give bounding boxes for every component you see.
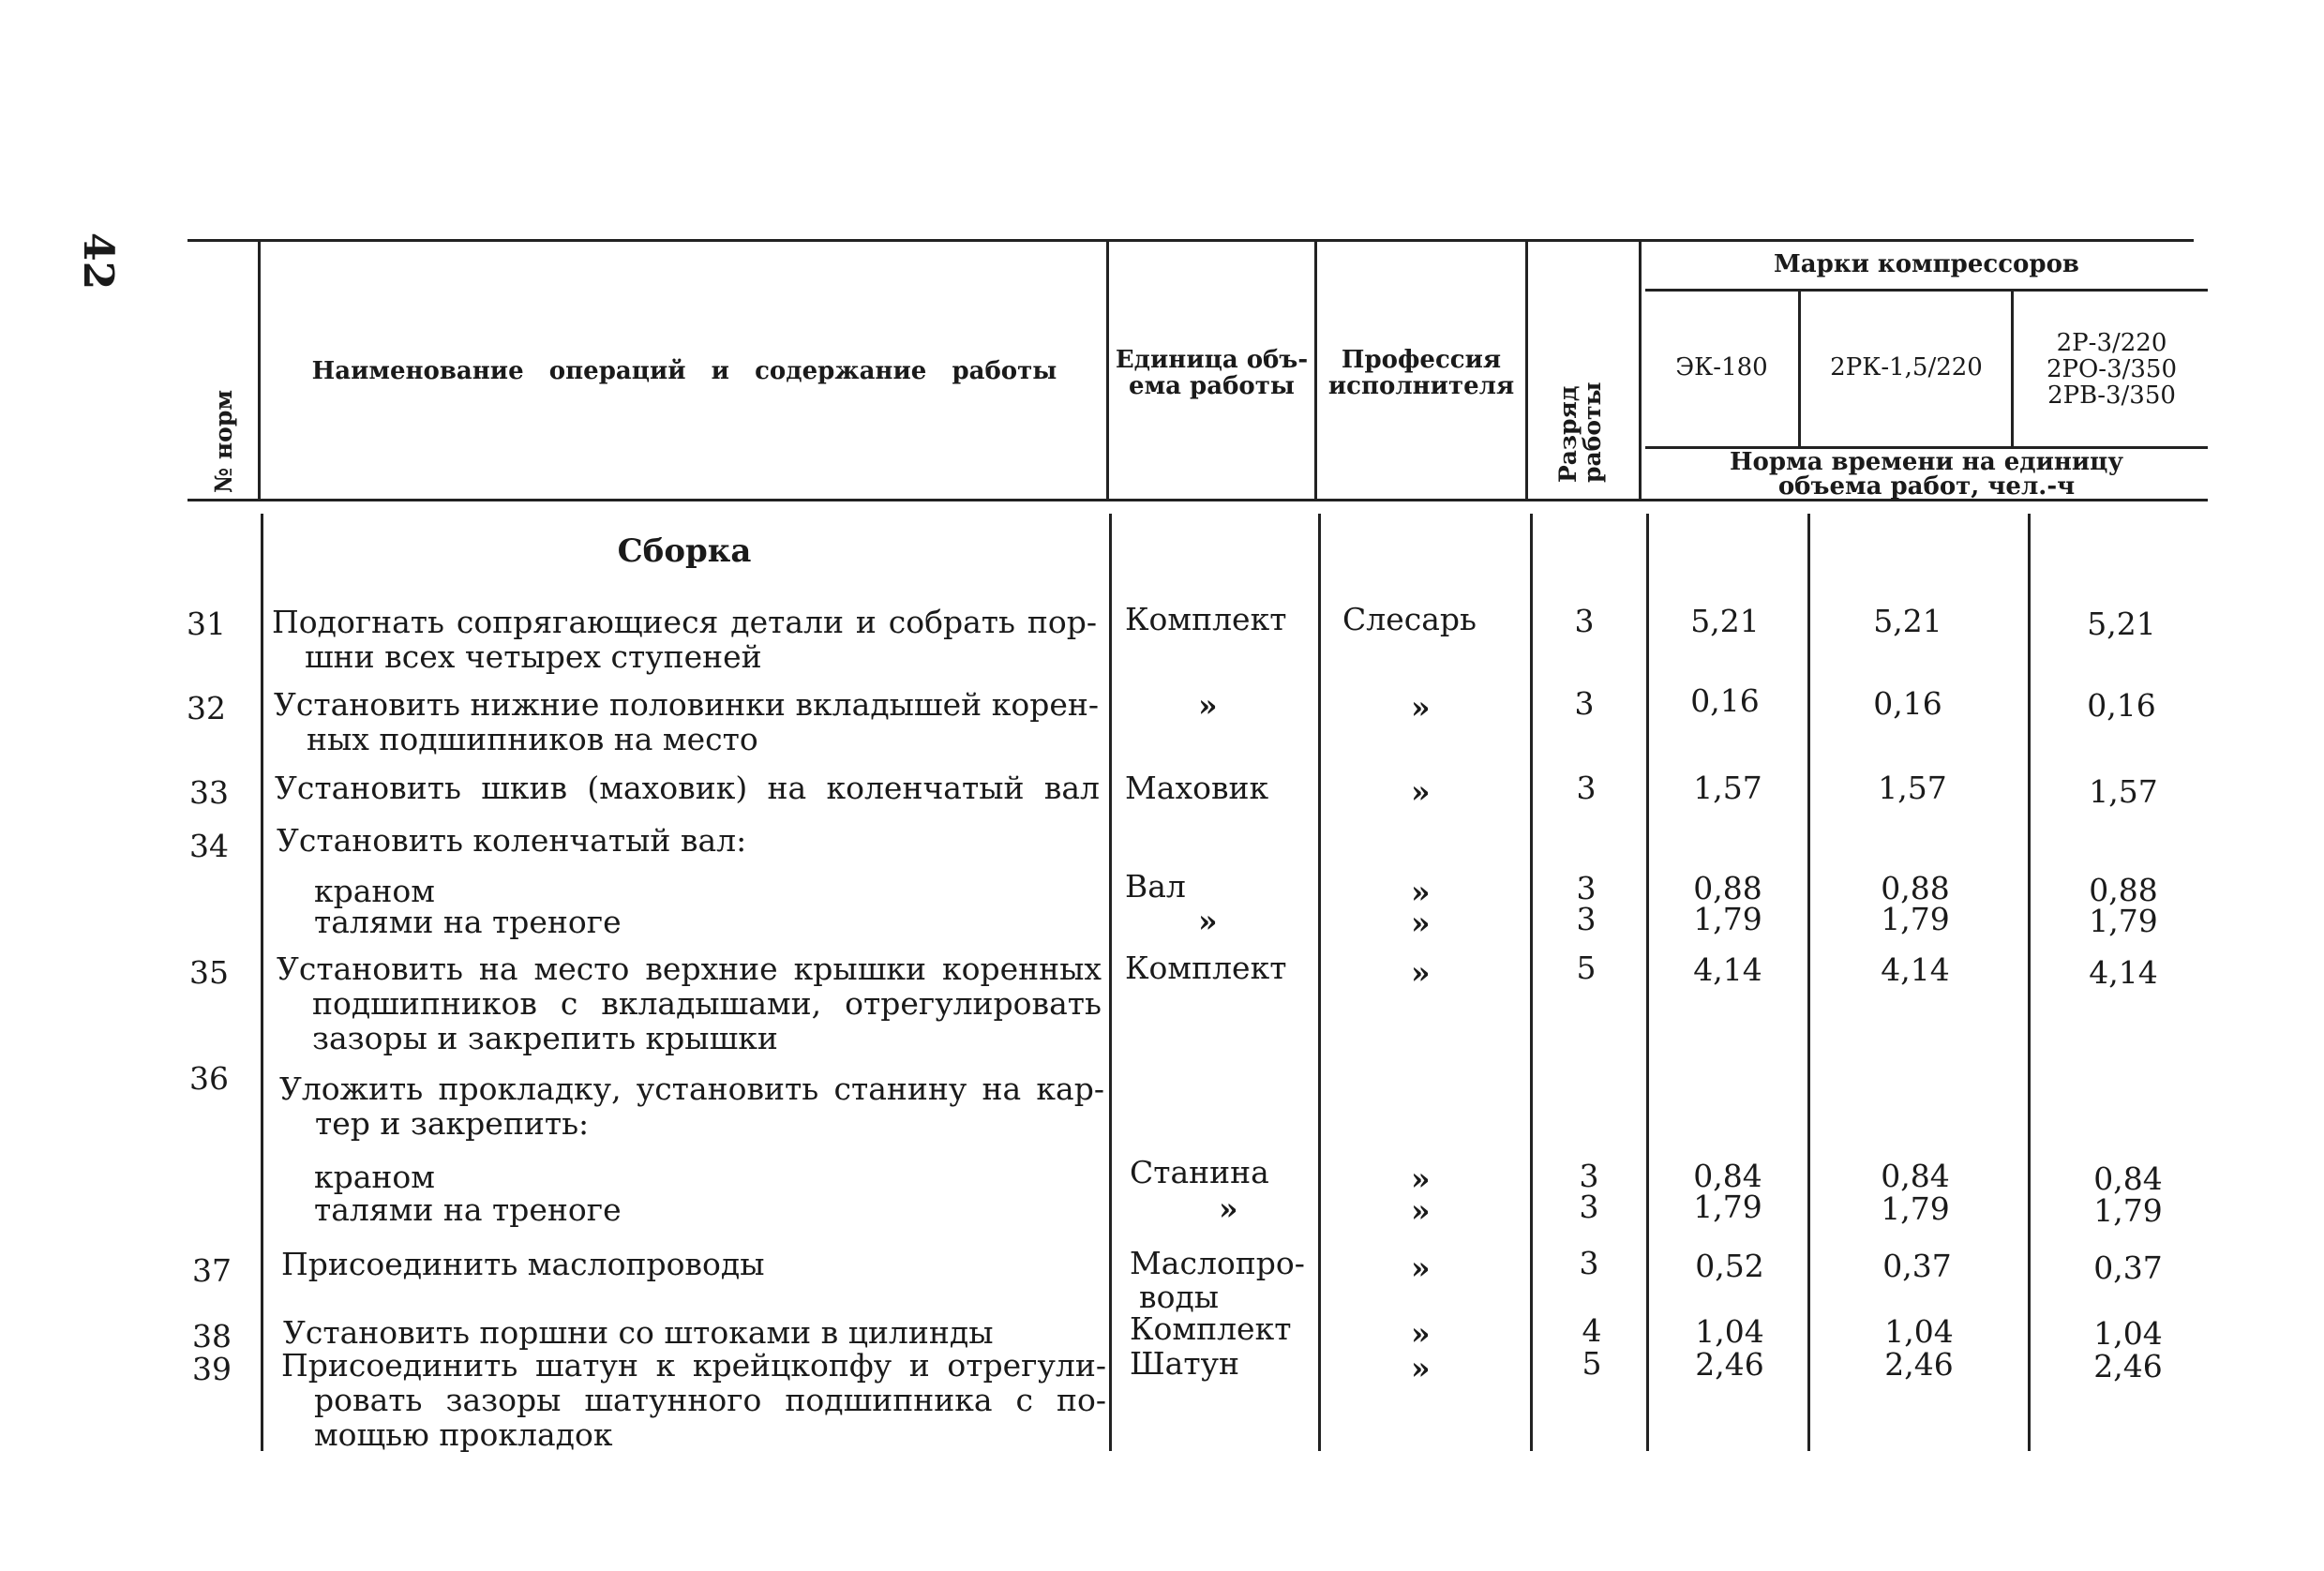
operation-line: тер и закрепить: <box>315 1105 590 1142</box>
operation-line: мощью прокладок <box>314 1416 613 1453</box>
operation-text <box>274 687 1099 756</box>
grade-cell: 3 <box>1576 901 1597 937</box>
header-vrule-3 <box>1314 242 1317 499</box>
body-vrule-4 <box>1530 514 1533 1451</box>
brand-2rk: 2РК-1,5/220 <box>1830 353 1983 382</box>
value-2r3: 2,46 <box>2093 1348 2163 1384</box>
value-2r3: 0,37 <box>2093 1249 2163 1286</box>
col-header-unit-line-1: Единица объ- <box>1115 346 1309 374</box>
norm-label-line-2: объема работ, чел.-ч <box>1777 472 2076 501</box>
profession-cell: » <box>1411 1160 1431 1197</box>
header-vrule-7 <box>2011 291 2014 446</box>
section-title: Сборка <box>617 532 752 570</box>
profession-cell: Слесарь <box>1342 601 1477 637</box>
operation-line: Установить коленчатый вал: <box>277 822 747 859</box>
operation-line: ных подшипников на место <box>307 721 758 757</box>
value-2rk: 4,14 <box>1881 951 1950 988</box>
row-number: 31 <box>187 606 226 642</box>
operation-line: Установить нижние половинки вкладышей корен- <box>274 686 1099 723</box>
unit-cell: Комплект <box>1125 601 1287 637</box>
col-header-number: № норм <box>210 389 237 493</box>
body-vrule-7 <box>2028 514 2031 1451</box>
value-ek180: 0,52 <box>1695 1248 1764 1284</box>
value-2rk: 1,57 <box>1878 770 1947 806</box>
value-2r3: 1,04 <box>2093 1315 2163 1352</box>
profession-cell: » <box>1411 773 1431 810</box>
value-2rk: 0,16 <box>1873 685 1942 722</box>
operation-text <box>277 823 1102 858</box>
profession-cell: » <box>1411 1350 1431 1386</box>
norm-label <box>1645 450 2208 499</box>
operation-line: Подогнать сопрягающиеся детали и собрать пор- <box>272 604 1097 640</box>
unit-cell <box>1130 1247 1305 1314</box>
grade-cell: 3 <box>1579 1189 1599 1225</box>
unit-line: воды <box>1139 1279 1220 1315</box>
unit-line: Маслопро- <box>1130 1245 1305 1281</box>
row-number: 35 <box>189 954 229 991</box>
col-header-grade-line-2: работы <box>1579 382 1606 483</box>
value-ek180: 1,79 <box>1693 901 1762 937</box>
col-header-profession-line-1: Профессия <box>1341 346 1502 374</box>
brand-2r3-group <box>2016 330 2208 409</box>
value-2r3: 0,16 <box>2087 687 2156 724</box>
body-vrule-2 <box>1109 514 1112 1451</box>
grade-cell: 5 <box>1576 950 1597 986</box>
header-top-rule <box>187 239 2194 242</box>
grade-cell: 5 <box>1582 1345 1602 1382</box>
unit-cell: Маховик <box>1125 770 1269 806</box>
profession-cell: » <box>1411 1315 1431 1352</box>
row-number: 36 <box>189 1060 229 1097</box>
operation-line: ровать зазоры шатунного подшипника с по- <box>314 1382 1106 1418</box>
header-vrule-4 <box>1525 242 1528 499</box>
value-ek180: 1,79 <box>1693 1189 1762 1225</box>
value-ek180: 0,84 <box>1693 1158 1762 1194</box>
row-number: 37 <box>192 1252 232 1289</box>
col-header-profession <box>1319 347 1523 399</box>
value-ek180: 1,04 <box>1695 1313 1764 1350</box>
brand-ek180: ЭК-180 <box>1675 353 1768 382</box>
brand-2rv3: 2РВ-3/350 <box>2047 382 2176 410</box>
unit-cell: » <box>1198 903 1218 939</box>
operation-line: Присоединить шатун к крейцкопфу и отрегули- <box>281 1347 1106 1384</box>
unit-cell: Вал <box>1125 868 1186 905</box>
header-vrule-6 <box>1798 291 1801 446</box>
value-ek180: 0,88 <box>1693 870 1762 906</box>
operation-text <box>281 1348 1106 1452</box>
unit-cell: » <box>1198 687 1218 724</box>
operation-line: Установить на место верхние крышки коренных <box>277 950 1102 987</box>
grade-cell: 3 <box>1576 770 1597 806</box>
grade-cell: 3 <box>1574 685 1595 722</box>
col-header-grade <box>1556 382 1605 483</box>
body-vrule-6 <box>1807 514 1810 1451</box>
value-ek180: 4,14 <box>1693 951 1762 988</box>
sub-operation-text: краном <box>314 1159 435 1195</box>
sub-operation-text: талями на треноге <box>314 1191 622 1228</box>
sub-operation-text: талями на треноге <box>314 904 622 940</box>
operation-line: Установить поршни со штоками в цилинды <box>283 1314 994 1351</box>
value-ek180: 5,21 <box>1690 603 1760 639</box>
value-2r3: 0,88 <box>2089 872 2158 908</box>
operation-text <box>283 1315 1108 1350</box>
operation-line: зазоры и закрепить крышки <box>312 1020 778 1056</box>
profession-cell: » <box>1411 1192 1431 1229</box>
row-number: 39 <box>192 1351 232 1387</box>
value-2rk: 2,46 <box>1884 1346 1954 1383</box>
compressor-group-title: Марки компрессоров <box>1774 250 2079 278</box>
value-2rk: 0,84 <box>1881 1158 1950 1194</box>
value-2r3: 1,57 <box>2089 773 2158 810</box>
operation-text <box>277 951 1102 1055</box>
unit-cell: Станина <box>1130 1154 1269 1190</box>
value-2r3: 1,79 <box>2089 903 2158 939</box>
operation-line: Уложить прокладку, установить станину на кар- <box>279 1070 1104 1107</box>
value-2r3: 1,79 <box>2093 1192 2163 1229</box>
value-2r3: 4,14 <box>2089 954 2158 991</box>
value-2rk: 1,79 <box>1881 1190 1950 1227</box>
grade-cell: 4 <box>1582 1312 1602 1349</box>
unit-cell: » <box>1219 1190 1238 1227</box>
profession-cell: » <box>1411 1249 1431 1286</box>
profession-cell: » <box>1411 689 1431 726</box>
page-number: 42 <box>74 232 122 291</box>
profession-cell: » <box>1411 905 1431 941</box>
grade-cell: 3 <box>1579 1158 1599 1194</box>
operation-text <box>279 1071 1104 1141</box>
operation-text <box>275 771 1100 805</box>
norm-label-line-1: Норма времени на единицу <box>1729 448 2124 476</box>
grade-cell: 3 <box>1574 603 1595 639</box>
profession-cell: » <box>1411 954 1431 991</box>
value-ek180: 2,46 <box>1695 1346 1764 1383</box>
value-2r3: 5,21 <box>2087 606 2156 642</box>
value-2rk: 5,21 <box>1873 603 1942 639</box>
profession-cell: » <box>1411 874 1431 910</box>
col-header-name: Наименование операций и содержание работы <box>311 357 1057 385</box>
body-vrule-3 <box>1318 514 1321 1451</box>
value-2rk: 1,04 <box>1884 1313 1954 1350</box>
body-vrule-5 <box>1646 514 1649 1451</box>
sub-operation-text: краном <box>314 873 435 909</box>
row-number: 34 <box>189 828 229 864</box>
row-number: 38 <box>192 1318 232 1354</box>
col-header-unit-line-2: ема работы <box>1129 372 1295 400</box>
header-vrule-5 <box>1639 242 1642 499</box>
grade-cell: 3 <box>1579 1245 1599 1281</box>
col-header-grade-line-1: Разряд <box>1554 385 1582 483</box>
operation-line: подшипников с вкладышами, отрегулировать <box>312 985 1102 1022</box>
operation-line: Установить шкив (маховик) на коленчатый вал <box>275 770 1100 806</box>
brands-rule <box>1645 289 2208 292</box>
grade-cell: 3 <box>1576 870 1597 906</box>
operation-text <box>272 605 1097 674</box>
body-vrule-1 <box>261 514 263 1451</box>
value-2rk: 0,37 <box>1882 1248 1952 1284</box>
brand-2ro3: 2РО-3/350 <box>2046 355 2178 383</box>
col-header-unit <box>1111 347 1312 399</box>
unit-cell: Шатун <box>1130 1345 1239 1382</box>
header-vrule-1 <box>258 242 261 499</box>
row-number: 32 <box>187 690 226 726</box>
value-2rk: 1,79 <box>1881 901 1950 937</box>
header-vrule-2 <box>1106 242 1109 499</box>
unit-cell: Комплект <box>1130 1310 1292 1347</box>
operation-line: Присоединить маслопроводы <box>281 1246 765 1282</box>
col-header-profession-line-2: исполнителя <box>1327 372 1515 400</box>
row-number: 33 <box>189 774 229 811</box>
value-ek180: 0,16 <box>1690 682 1760 719</box>
value-2rk: 0,88 <box>1881 870 1950 906</box>
unit-cell: Комплект <box>1125 950 1287 986</box>
operation-line: шни всех четырех ступеней <box>305 638 762 675</box>
operation-text <box>281 1247 1106 1281</box>
brand-2r3: 2Р-3/220 <box>2056 329 2167 357</box>
value-ek180: 1,57 <box>1693 770 1762 806</box>
value-2r3: 0,84 <box>2093 1160 2163 1197</box>
